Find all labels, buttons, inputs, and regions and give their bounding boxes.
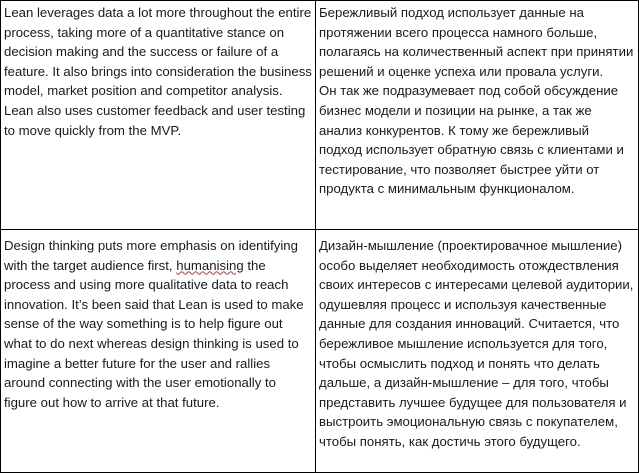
spellcheck-underlined-word: humanising	[176, 257, 244, 273]
english-cell[interactable]	[1, 230, 316, 473]
table-row	[1, 230, 639, 473]
english-cell[interactable]	[1, 1, 316, 230]
russian-paragraph: Дизайн-мышление (проектировачное мышление) особо выделяет необходимость отождествления своих интересов с интересами целевой аудитории, одушевляя процесс и используя качественные данные для создания инноваций. Считается, что бережливое мышление используется для того, чтобы осмыслить подход и понять что делать дальше, а дизайн-мышление – для того, чтобы представить лучшее будущее для пользователя и выстроить эмоциональную связь с покупателем, чтобы понять, как достичь этого будущего.	[319, 238, 634, 449]
english-paragraph	[4, 236, 312, 412]
english-text-start: Design thinking puts more emphasis on identifying with the target audience first,	[4, 238, 298, 273]
table-row	[1, 1, 639, 230]
russian-cell[interactable]	[316, 1, 639, 230]
russian-paragraph: Бережливый подход использует данные на протяжении всего процесса намного больше, полагаясь на количественный аспект при принятии решений и оценке успеха или провала услуги.	[319, 5, 634, 79]
english-text-end: the process and using more qualitative data to reach innovation. It’s been said that Lean is used to make sense of the way something is to help figure out what to do next whereas design thinking is used to imagine a better future for the user and rallies around connecting with the user emotionally to figure out how to arrive at that future.	[4, 257, 304, 410]
russian-cell[interactable]	[316, 230, 639, 473]
english-paragraph: Lean leverages data a lot more throughout the entire process, taking more of a quantitative stance on decision making and the success or failure of a feature. It also brings into consideration the business model, market position and competitor analysis. Lean also uses customer feedback and user testing to move quickly from the MVP.	[4, 5, 312, 138]
russian-paragraph: Он так же подразумевает под собой обсуждение бизнес модели и позиции на рынке, а так же анализ конкурентов. К тому же бережливый подход использует обратную связь с клиентами и тестирование, что позволяет быстрее уйти от продукта с минимальным функционалом.	[319, 83, 624, 197]
